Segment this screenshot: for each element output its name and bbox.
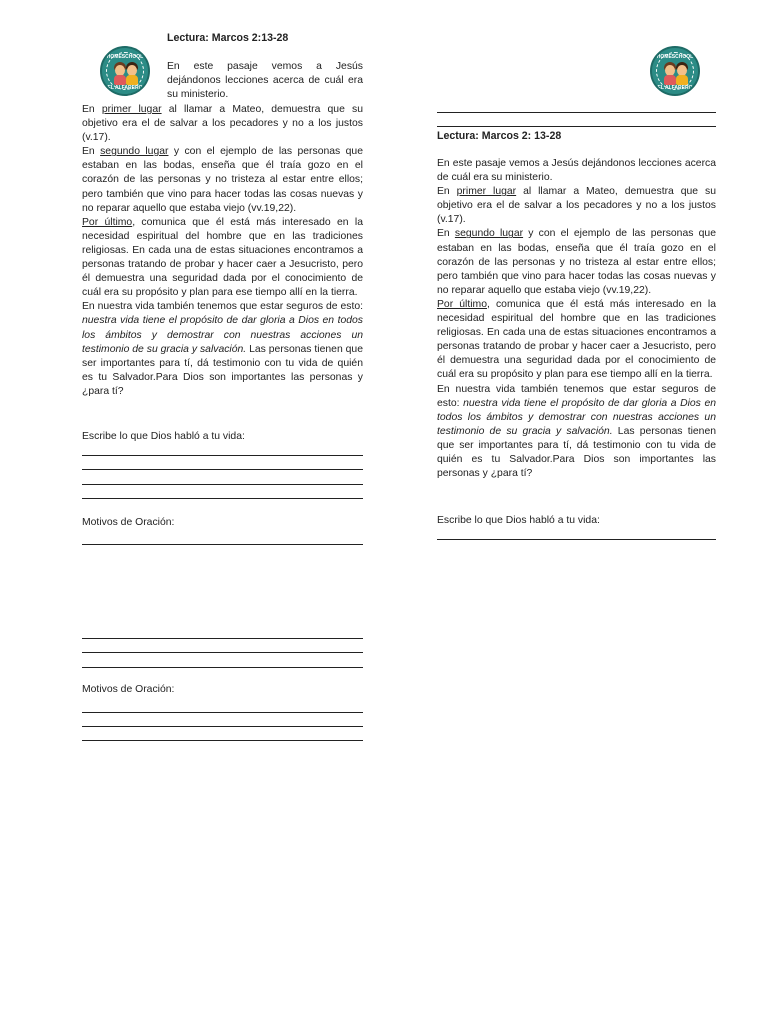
paragraph-third: Por último, comunica que él está más interesado en la necesidad espiritual del hombre que en las tradiciones religiosas. En cada una de estas situaciones encontramos a personas tratando de probar y hacer caer a Jesucristo, pero él demuestra una seguridad dada por el conocimiento de cuál era su propósito y plan para ese tiempo allí en la tierra. (82, 216, 363, 299)
prayer-label-left-2: Motivos de Oración: (82, 684, 175, 695)
homeschool-logo-right (650, 46, 700, 96)
italic-emphasis: nuestra vida tiene el propósito de dar gloria a Dios en todos los ámbitos y demostrar con nuestras acciones un testimonio de su gracia y salvación. (437, 397, 717, 437)
prayer-line[interactable] (82, 712, 363, 713)
paragraph-second: En segundo lugar y con el ejemplo de las personas que estaban en las bodas, enseña que él traía gozo en el corazón de las personas y no tristeza al estar entre ellos; pero también que vino para hacer todas las cosas nuevas y no reparar aquello que estaba viejo (vv.19,22). (82, 146, 363, 214)
underline-por-ultimo: Por último (437, 298, 487, 310)
paragraph-fourth: En nuestra vida también tenemos que estar seguros de esto: nuestra vida tiene el propósito de dar gloria a Dios en todos los ámbitos y demostrar con nuestras acciones un testimonio de su gracia y salvación. Las personas tienen que ser importantes para tí, dá testimonio con tu vida de quién es tu Salvador.Para Dios son importantes las personas y ¿para tí? (437, 383, 717, 480)
write-line[interactable] (437, 539, 716, 540)
underline-primer-lugar: primer lugar (101, 104, 162, 115)
top-line[interactable] (437, 112, 716, 113)
intro-left: En este pasaje vemos a Jesús dejándonos lecciones acerca de cuál era su ministerio. (167, 61, 363, 101)
prayer-line[interactable] (82, 544, 363, 545)
left-column (82, 103, 363, 399)
intro-right: En este pasaje vemos a Jesús dejándonos lecciones acerca de cuál era su ministerio. (437, 158, 716, 184)
write-line[interactable] (82, 638, 363, 639)
homeschool-logo-left (100, 46, 150, 96)
write-line[interactable] (82, 652, 363, 653)
prayer-line[interactable] (82, 726, 363, 727)
paragraph-third: Por último, comunica que él está más interesado en la necesidad espiritual del hombre que en las tradiciones religiosas. En cada una de estas situaciones encontramos a personas tratando de probar y hacer caer a Jesucristo, pero él demuestra una seguridad dada por el conocimiento de cuál era su propósito y plan para ese tiempo allí en la tierra. (437, 298, 716, 381)
underline-segundo-lugar: segundo lugar (100, 146, 169, 158)
underline-segundo-lugar: segundo lugar (454, 228, 524, 240)
paragraph-fourth: En nuestra vida también tenemos que estar seguros de esto: nuestra vida tiene el propósito de dar gloria a Dios en todos los ámbitos y demostrar con nuestras acciones un testimonio de su gracia y salvación. Las personas tienen que ser importantes para tí, dá testimonio con tu vida de quién es tu Salvador.Para Dios son importantes las personas y ¿para tí? (82, 301, 363, 397)
write-line[interactable] (82, 469, 363, 470)
paragraph-second: En segundo lugar y con el ejemplo de las personas que estaban en las bodas, enseña que él traía gozo en el corazón de las personas y no tristeza al estar entre ellos; pero también que vino para hacer todas las cosas nuevas y no reparar aquello que estaba viejo (vv.19,22). (437, 228, 716, 296)
paragraph-first: En primer lugar al llamar a Mateo, demuestra que su objetivo era el de salvar a los pecadores y no a los justos (v.17). (82, 104, 363, 144)
write-line[interactable] (82, 484, 363, 485)
right-column (437, 157, 716, 481)
write-line[interactable] (82, 667, 363, 668)
reading-title-right: Lectura: Marcos 2: 13-28 (437, 130, 562, 142)
prayer-label-left-1: Motivos de Oración: (82, 517, 175, 528)
write-label-left: Escribe lo que Dios habló a tu vida: (82, 431, 245, 442)
paragraph-first: En primer lugar al llamar a Mateo, demuestra que su objetivo era el de salvar a los pecadores y no a los justos (v.17). (437, 186, 716, 226)
prayer-line[interactable] (82, 740, 363, 741)
underline-primer-lugar: primer lugar (456, 186, 517, 198)
write-label-right: Escribe lo que Dios habló a tu vida: (437, 515, 600, 526)
logo-text-bottom: EL ALFARERO (657, 85, 693, 91)
logo-text-top: HOMESCHOOL (106, 54, 144, 60)
italic-emphasis: nuestra vida tiene el propósito de dar gloria a Dios en todos los ámbitos y demostrar con nuestras acciones un testimonio de su gracia y salvación. (82, 315, 363, 355)
top-line[interactable] (437, 126, 716, 127)
reading-title-left: Lectura: Marcos 2:13-28 (167, 32, 289, 44)
write-line[interactable] (82, 455, 363, 456)
logo-text-bottom: EL ALFARERO (107, 85, 143, 91)
underline-por-ultimo: Por último (82, 216, 133, 228)
write-line[interactable] (82, 498, 363, 499)
logo-text-top: HOMESCHOOL (656, 54, 694, 60)
